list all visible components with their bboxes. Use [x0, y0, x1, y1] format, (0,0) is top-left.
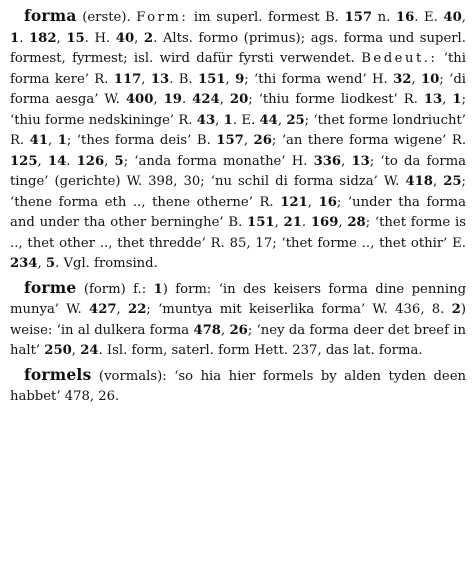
reference-number: 44	[259, 112, 278, 128]
headword: forma	[24, 6, 77, 25]
reference-number: 21	[283, 215, 302, 230]
reference-number: 125	[10, 153, 38, 169]
reference-number: 16	[318, 194, 337, 210]
entry-text: ,	[442, 92, 453, 107]
entry-text: . H.	[84, 30, 116, 46]
entry-text: ,	[37, 153, 48, 169]
entry-text: ,	[71, 343, 81, 358]
reference-number: 40	[443, 10, 462, 25]
entry-text: . B.	[169, 71, 198, 87]
entry-text: ; ‘muntya mit keiserlika forma’ W. 436, 8.	[146, 302, 452, 317]
entry-text: ,	[48, 133, 58, 148]
reference-number: 182	[28, 30, 57, 46]
reference-number: 13	[423, 92, 443, 107]
entry-text: ; ‘under tha forma and under tha other berninghe’ B.	[10, 194, 466, 230]
entry-text: ; ‘anda forma monathe’ H.	[123, 153, 314, 169]
reference-number: 13	[150, 71, 170, 87]
reference-number: 13	[351, 153, 370, 169]
reference-number: 2	[143, 30, 154, 46]
entry-text: ,	[243, 133, 254, 148]
reference-number: 121	[280, 194, 308, 210]
reference-number: 234	[10, 256, 38, 271]
reference-number: 1	[57, 133, 67, 148]
reference-number: 40	[115, 30, 135, 46]
entry-text: ,	[141, 71, 151, 87]
reference-number: 5	[114, 153, 124, 169]
reference-number: 427	[89, 302, 117, 317]
entry-text: (erste).	[76, 10, 137, 25]
entry-formels	[10, 365, 466, 408]
entry-text: n.	[372, 10, 396, 25]
reference-number: 151	[197, 71, 226, 87]
entry-text: (form) f.:	[76, 281, 154, 297]
reference-number: 16	[395, 10, 415, 25]
entry-text: ,	[219, 92, 230, 107]
reference-number: 26	[229, 322, 248, 338]
entry-text: ; ‘thi forma wend’ H.	[244, 71, 394, 87]
reference-number: 15	[66, 30, 85, 46]
entry-text: ; ‘di forma aesga’ W.	[10, 71, 466, 107]
entry-forme	[10, 278, 466, 362]
reference-number: 24	[80, 343, 99, 358]
reference-number: 151	[247, 215, 275, 230]
spaced-label: Form:	[136, 10, 189, 25]
entry-text: ,	[134, 30, 144, 46]
entry-text: ‘thi forma kere’ R.	[10, 51, 466, 87]
reference-number: 22	[128, 302, 147, 317]
entry-text: ; ‘thet forme is .., thet other .., thet thredde’ R. 85, 17; ‘thet forme .., thet othir’ E.	[10, 215, 466, 251]
entry-text: .	[181, 92, 193, 107]
reference-number: 1	[452, 92, 462, 107]
reference-number: 169	[310, 215, 339, 230]
reference-number: 14	[47, 153, 67, 169]
reference-number: 26	[253, 133, 272, 148]
reference-number: 19	[163, 92, 182, 107]
entry-text: ,	[215, 112, 224, 128]
entry-text: . Isl. form, saterl. form Hett. 237, das lat. forma.	[98, 343, 423, 358]
reference-number: 10	[420, 71, 440, 87]
entry-text: . E.	[232, 112, 260, 128]
entry-text: ,	[153, 92, 164, 107]
entry-text: . E.	[414, 10, 444, 25]
reference-number: 41	[29, 133, 48, 148]
entry-forma	[10, 6, 466, 275]
reference-number: 157	[344, 10, 373, 25]
entry-text: .	[301, 215, 311, 230]
entry-text: ,	[307, 194, 319, 210]
entry-text: ; ‘ney da forma deer det breef in halt’	[10, 322, 467, 358]
entry-text: ,	[432, 174, 444, 189]
reference-number: 20	[229, 92, 249, 107]
reference-number: 1	[10, 30, 20, 46]
reference-number: 424	[192, 92, 220, 107]
entry-text: ; ‘an there forma wigene’ R.	[271, 133, 467, 148]
reference-number: 43	[196, 112, 216, 128]
reference-number: 126	[76, 153, 105, 169]
entry-text: ,	[341, 153, 352, 169]
reference-number: 32	[393, 71, 412, 87]
entry-text: . Vgl. fromsind.	[55, 256, 158, 271]
reference-number: 157	[216, 133, 244, 148]
headword: formels	[24, 364, 92, 384]
entry-text: ; ‘thiu forme nedskininge’ R.	[10, 92, 467, 128]
entry-text: im superl. formest B.	[188, 10, 345, 25]
headword: forme	[24, 277, 77, 297]
reference-number: 25	[286, 112, 305, 128]
entry-text: ; ‘thes forma deis’ B.	[66, 133, 217, 148]
entry-text: .	[66, 153, 77, 169]
entry-text: ,	[104, 153, 115, 169]
entry-text: ; ‘to da forma tinge’ (gerichte) W. 398, 30; ‘nu schil di forma sidza’ W.	[10, 153, 466, 189]
entry-text: ,	[225, 71, 236, 87]
entry-text: ) weise: ‘in al dulkera forma	[10, 302, 467, 338]
reference-number: 1	[153, 281, 163, 297]
entry-text: (vormals): ‘so hia hier formels by alden tyden deen habbet’ 478, 26.	[10, 368, 466, 404]
entry-text: ,	[411, 71, 421, 87]
entry-text: . Alts. formo (primus); ags. forma und superl. formest, fyrmest; isl. wird dafür fyrsti verwendet.	[10, 30, 466, 66]
dictionary-page	[10, 6, 466, 411]
spaced-label: Bedeut.:	[361, 51, 438, 66]
entry-text: ,	[56, 30, 67, 46]
reference-number: 117	[113, 71, 142, 87]
reference-number: 418	[405, 174, 433, 189]
entry-text: ,	[116, 302, 129, 317]
reference-number: 25	[443, 174, 462, 189]
entry-text: ,	[220, 322, 230, 338]
entry-text: ,	[338, 215, 348, 230]
reference-number: 336	[313, 153, 342, 169]
reference-number: 5	[45, 256, 56, 271]
entry-text: ,	[274, 215, 284, 230]
entry-text: ; ‘thet forme londriucht’ R.	[10, 112, 466, 148]
reference-number: 400	[125, 92, 154, 107]
reference-number: 9	[235, 71, 245, 87]
reference-number: 1	[223, 112, 233, 128]
entry-text: ; ‘thiu forme liodkest’ R.	[248, 92, 424, 107]
entry-text: ,	[461, 10, 466, 25]
entry-text: ; ‘thene forma eth .., thene otherne’ R.	[10, 174, 466, 210]
reference-number: 2	[451, 302, 461, 317]
entry-text: .	[19, 30, 29, 46]
entry-text: ,	[277, 112, 287, 128]
entry-text: ) form: ‘in des keisers forma dine penning munya’ W.	[10, 281, 467, 317]
entry-text: ,	[37, 256, 46, 271]
reference-number: 478	[193, 322, 221, 338]
reference-number: 250	[44, 343, 72, 358]
reference-number: 28	[347, 215, 366, 230]
